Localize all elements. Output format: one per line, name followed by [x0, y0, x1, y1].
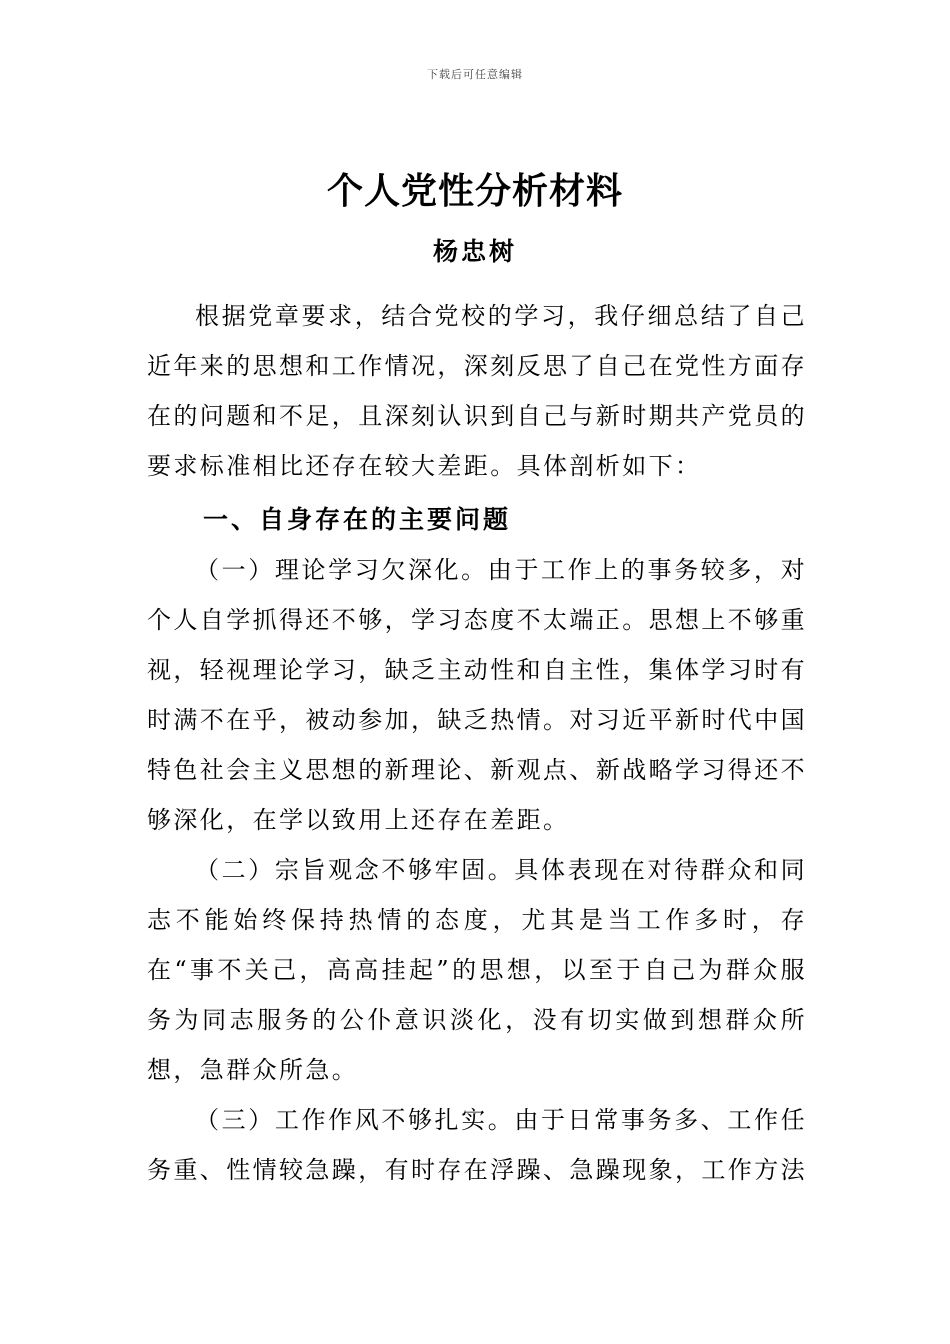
- download-note: 下载后可任意编辑: [427, 68, 523, 81]
- document-title: 个人党性分析材料: [326, 170, 623, 212]
- problem-item-theory-study: （一）理论学习欠深化。由于工作上的事务较多，对个人自学抓得还不够，学习态度不太端正。思想上不够重视，轻视理论学习，缺乏主动性和自主性，集体学习时有时满不在乎，被动参加，缺乏热情。对习近平新时代中国特色社会主义思想的新理论、新观点、新战略学习得还不够深化，在学以致用上还存在差距。: [147, 556, 807, 834]
- intro-paragraph: 根据党章要求，结合党校的学习，我仔细总结了自己近年来的思想和工作情况，深刻反思了自己在党性方面存在的问题和不足，且深刻认识到自己与新时期共产党员的要求标准相比还存在较大差距。具体剖析如下：: [147, 302, 807, 480]
- author-name: 杨忠树: [432, 237, 517, 266]
- problem-item-work-style: （三）工作作风不够扎实。由于日常事务多、工作任务重、性情较急躁，有时存在浮躁、急躁现象，工作方法: [147, 1106, 807, 1184]
- problem-item-service-concept: （二）宗旨观念不够牢固。具体表现在对待群众和同志不能始终保持热情的态度，尤其是当工作多时，存在“事不关己，高高挂起”的思想，以至于自己为群众服务为同志服务的公仆意识淡化，没有切实做到想群众所想，急群众所急。: [147, 856, 807, 1084]
- document-body: [147, 291, 807, 1195]
- section-heading: 一、自身存在的主要问题: [203, 505, 512, 534]
